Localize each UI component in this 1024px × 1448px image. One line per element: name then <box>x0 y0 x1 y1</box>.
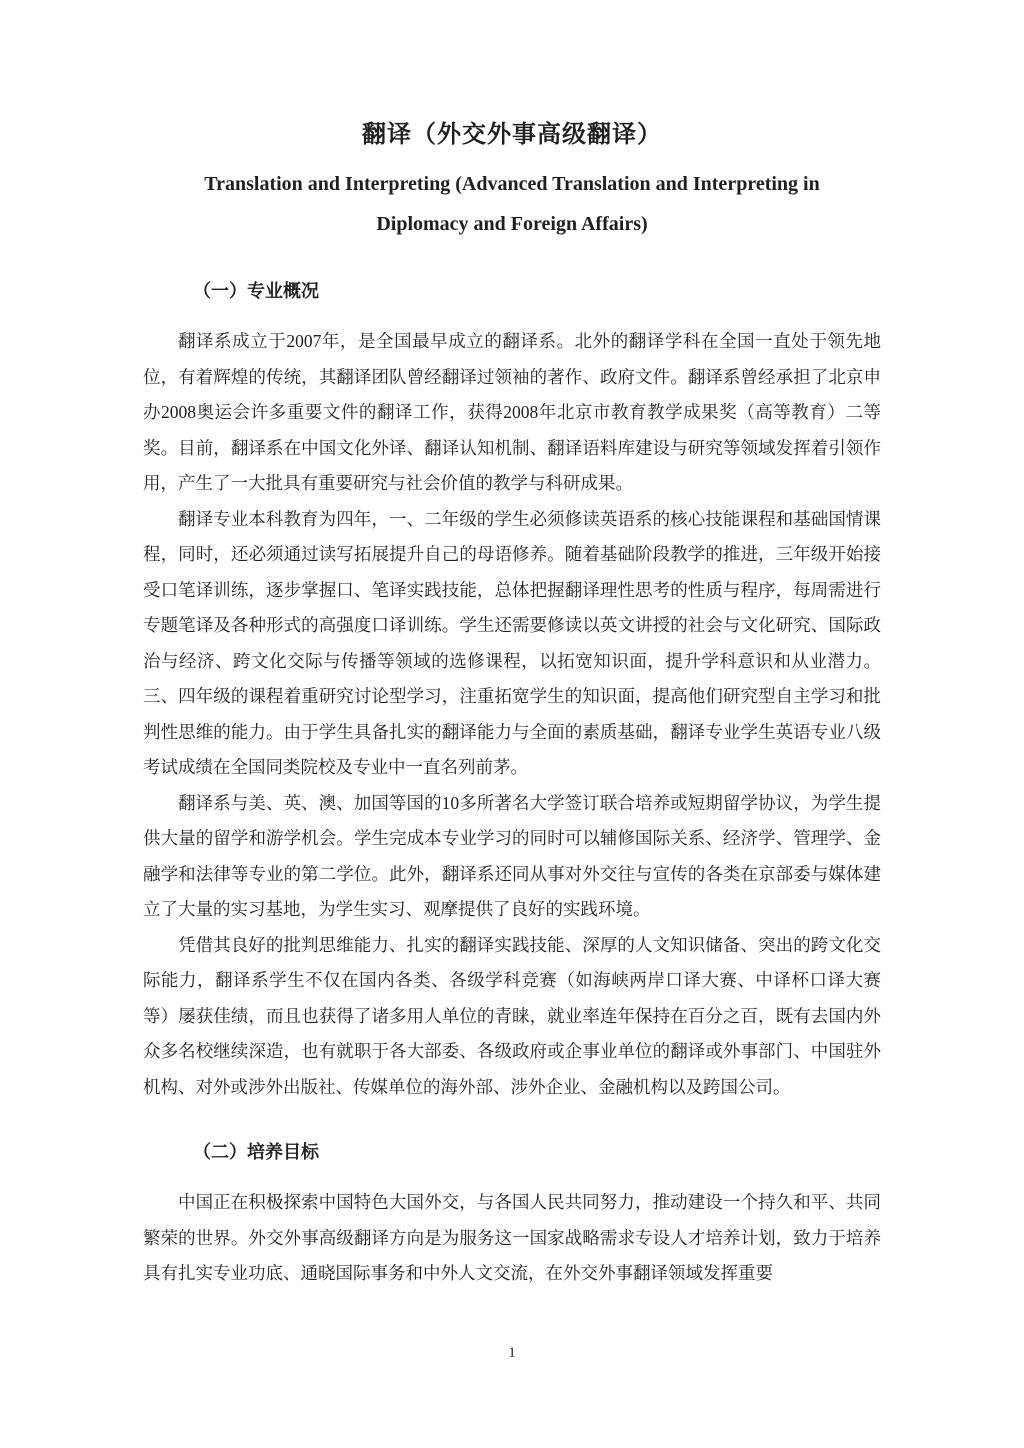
document-title-en-line-2: Diplomacy and Foreign Affairs) <box>376 213 648 235</box>
overview-paragraph-2: 翻译专业本科教育为四年，一、二年级的学生必须修读英语系的核心技能课程和基础国情课程，同时，还必须通过读写拓展提升自己的母语修养。随着基础阶段教学的推进，三年级开始接受口笔译训练，逐步掌握口、笔译实践技能，总体把握翻译理性思考的性质与程序，每周需进行专题笔译及各种形式的高强度口译训练。学生还需要修读以英文讲授的社会与文化研究、国际政治与经济、跨文化交际与传播等领域的选修课程，以拓宽知识面，提升学科意识和从业潜力。三、四年级的课程着重研究讨论型学习，注重拓宽学生的知识面，提高他们研究型自主学习和批判性思维的能力。由于学生具备扎实的翻译能力与全面的素质基础，翻译专业学生英语专业八级考试成绩在全国同类院校及专业中一直名列前茅。 <box>143 508 881 777</box>
section-training-goals <box>143 1139 881 1292</box>
section-overview-heading: （一）专业概况 <box>193 281 319 301</box>
overview-paragraph-1: 翻译系成立于2007年，是全国最早成立的翻译系。北外的翻译学科在全国一直处于领先地位，有着辉煌的传统，其翻译团队曾经翻译过领袖的著作、政府文件。翻译系曾经承担了北京申办2008奥运会许多重要文件的翻译工作，获得2008年北京市教育教学成果奖（高等教育）二等奖。目前，翻译系在中国文化外译、翻译认知机制、翻译语料库建设与研究等领域发挥着引领作用，产生了一大批具有重要研究与社会价值的教学与科研成果。 <box>143 331 881 493</box>
document-title-en <box>143 164 881 244</box>
overview-paragraph-3: 翻译系与美、英、澳、加国等国的10多所著名大学签订联合培养或短期留学协议，为学生提供大量的留学和游学机会。学生完成本专业学习的同时可以辅修国际关系、经济学、管理学、金融学和法律等专业的第二学位。此外，翻译系还同从事对外交往与宣传的各类在京部委与媒体建立了大量的实习基地，为学生实习、观摩提供了良好的实践环境。 <box>143 792 881 919</box>
section-overview <box>143 278 881 1105</box>
document-content <box>143 0 881 1292</box>
training-goals-paragraph-1: 中国正在积极探索中国特色大国外交，与各国人民共同努力，推动建设一个持久和平、共同繁荣的世界。外交外事高级翻译方向是为服务这一国家战略需求专设人才培养计划，致力于培养具有扎实专业功底、通晓国际事务和中外人文交流，在外交外事翻译领域发挥重要 <box>143 1192 881 1283</box>
page-number: 1 <box>508 1345 516 1361</box>
overview-paragraph-4: 凭借其良好的批判思维能力、扎实的翻译实践技能、深厚的人文知识储备、突出的跨文化交际能力，翻译系学生不仅在国内各类、各级学科竞赛（如海峡两岸口译大赛、中译杯口译大赛等）屡获佳绩，而且也获得了诸多用人单位的青睐，就业率连年保持在百分之百，既有去国内外众多名校继续深造，也有就职于各大部委、各级政府或企事业单位的翻译或外事部门、中国驻外机构、对外或涉外出版社、传媒单位的海外部、涉外企业、金融机构以及跨国公司。 <box>143 934 881 1097</box>
document-title-zh: 翻译（外交外事高级翻译） <box>362 122 662 148</box>
section-training-goals-heading: （二）培养目标 <box>193 1142 319 1162</box>
document-title-en-line-1: Translation and Interpreting (Advanced Translation and Interpreting in <box>204 173 820 195</box>
